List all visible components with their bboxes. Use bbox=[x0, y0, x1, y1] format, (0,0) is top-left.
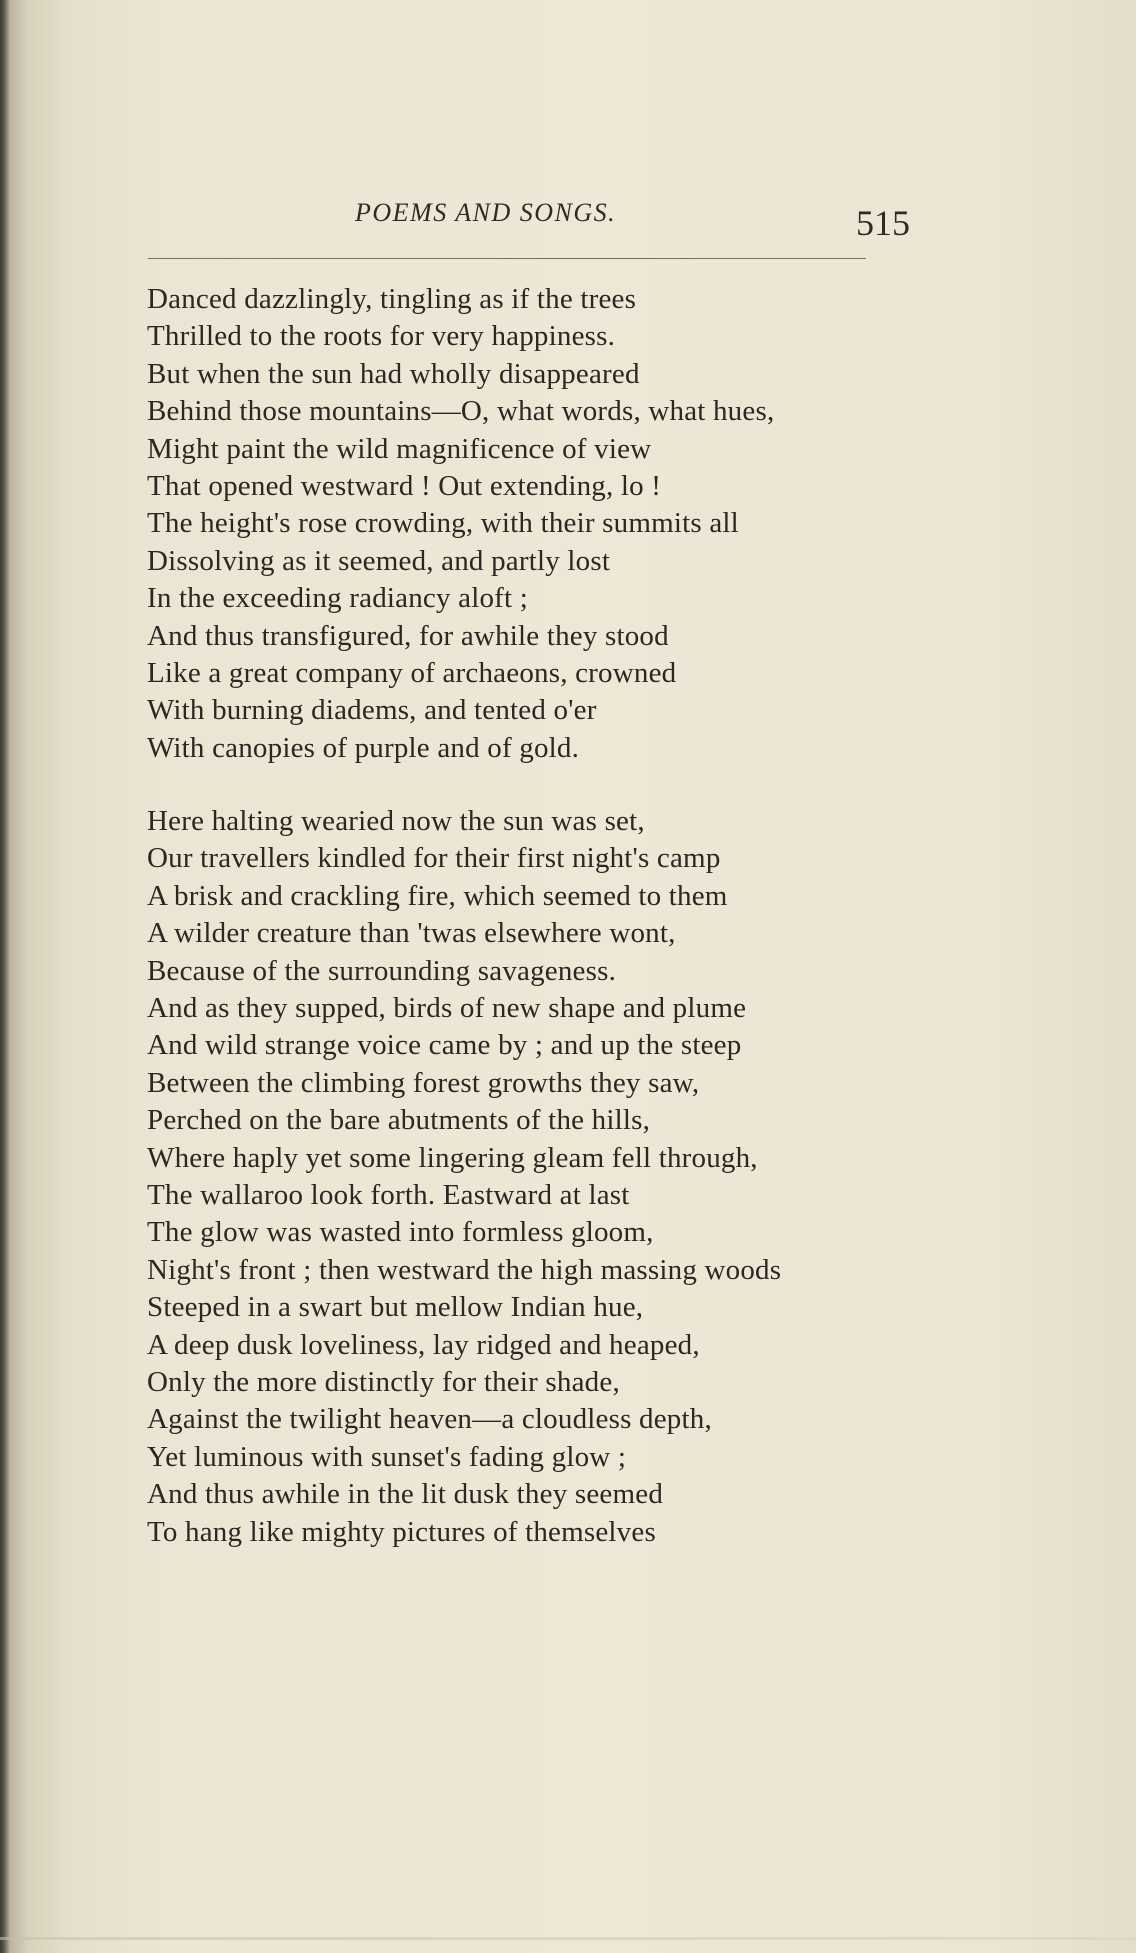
page-edge bbox=[0, 1937, 1136, 1940]
stanza-2 bbox=[147, 803, 927, 1551]
poem-line: The wallaroo look forth. Eastward at last bbox=[147, 1178, 630, 1211]
poem-line: Because of the surrounding savageness. bbox=[147, 954, 617, 987]
poem-line: And as they supped, birds of new shape and plume bbox=[147, 992, 747, 1025]
poem-line: Like a great company of archaeons, crowned bbox=[147, 656, 677, 689]
poem-line: Dissolving as it seemed, and partly lost bbox=[147, 544, 611, 577]
poem-line: Danced dazzlingly, tingling as if the trees bbox=[147, 283, 637, 315]
poem-line: Thrilled to the roots for very happiness. bbox=[147, 320, 616, 353]
poem-line: Only the more distinctly for their shade, bbox=[147, 1365, 620, 1398]
poem-line: With canopies of purple and of gold. bbox=[147, 731, 580, 764]
poem-line: A brisk and crackling fire, which seemed to them bbox=[147, 879, 728, 912]
poem-line: Between the climbing forest growths they saw, bbox=[147, 1066, 700, 1099]
poem-line: A wilder creature than 'twas elsewhere wont, bbox=[147, 917, 676, 950]
poem-line: With burning diadems, and tented o'er bbox=[147, 694, 597, 727]
running-title: POEMS AND SONGS. bbox=[355, 198, 617, 227]
stanza-1 bbox=[147, 281, 927, 767]
poem-line: The height's rose crowding, with their summits all bbox=[147, 507, 739, 540]
poem-line: Night's front ; then westward the high massing woods bbox=[147, 1253, 782, 1286]
poem-line: Might paint the wild magnificence of view bbox=[147, 432, 652, 465]
page-header bbox=[140, 198, 910, 242]
poem-line: And wild strange voice came by ; and up the steep bbox=[147, 1029, 742, 1062]
poem-line: And thus transfigured, for awhile they stood bbox=[147, 619, 669, 652]
poem-line: But when the sun had wholly disappeared bbox=[147, 357, 640, 390]
poem-line: Against the twilight heaven—a cloudless depth, bbox=[147, 1403, 712, 1436]
poem-line: To hang like mighty pictures of themselves bbox=[147, 1515, 656, 1548]
header-rule bbox=[148, 258, 866, 259]
poem-line: The glow was wasted into formless gloom, bbox=[147, 1216, 654, 1249]
poem-body bbox=[147, 281, 927, 1551]
page-number: 515 bbox=[856, 203, 910, 243]
poem-line: Behind those mountains—O, what words, what hues, bbox=[147, 395, 775, 428]
poem-line: Yet luminous with sunset's fading glow ; bbox=[147, 1440, 627, 1473]
poem-line: Where haply yet some lingering gleam fell through, bbox=[147, 1141, 758, 1174]
poem-line: Steeped in a swart but mellow Indian hue, bbox=[147, 1291, 644, 1324]
poem-line: Our travellers kindled for their first night's camp bbox=[147, 842, 721, 875]
poem-line: In the exceeding radiancy aloft ; bbox=[147, 582, 529, 615]
poem-line: Perched on the bare abutments of the hills, bbox=[147, 1104, 651, 1137]
poem-line: Here halting wearied now the sun was set, bbox=[147, 805, 645, 838]
poem-line: A deep dusk loveliness, lay ridged and heaped, bbox=[147, 1328, 700, 1361]
poem-line: That opened westward ! Out extending, lo ! bbox=[147, 469, 662, 502]
poem-line: And thus awhile in the lit dusk they seemed bbox=[147, 1478, 664, 1511]
